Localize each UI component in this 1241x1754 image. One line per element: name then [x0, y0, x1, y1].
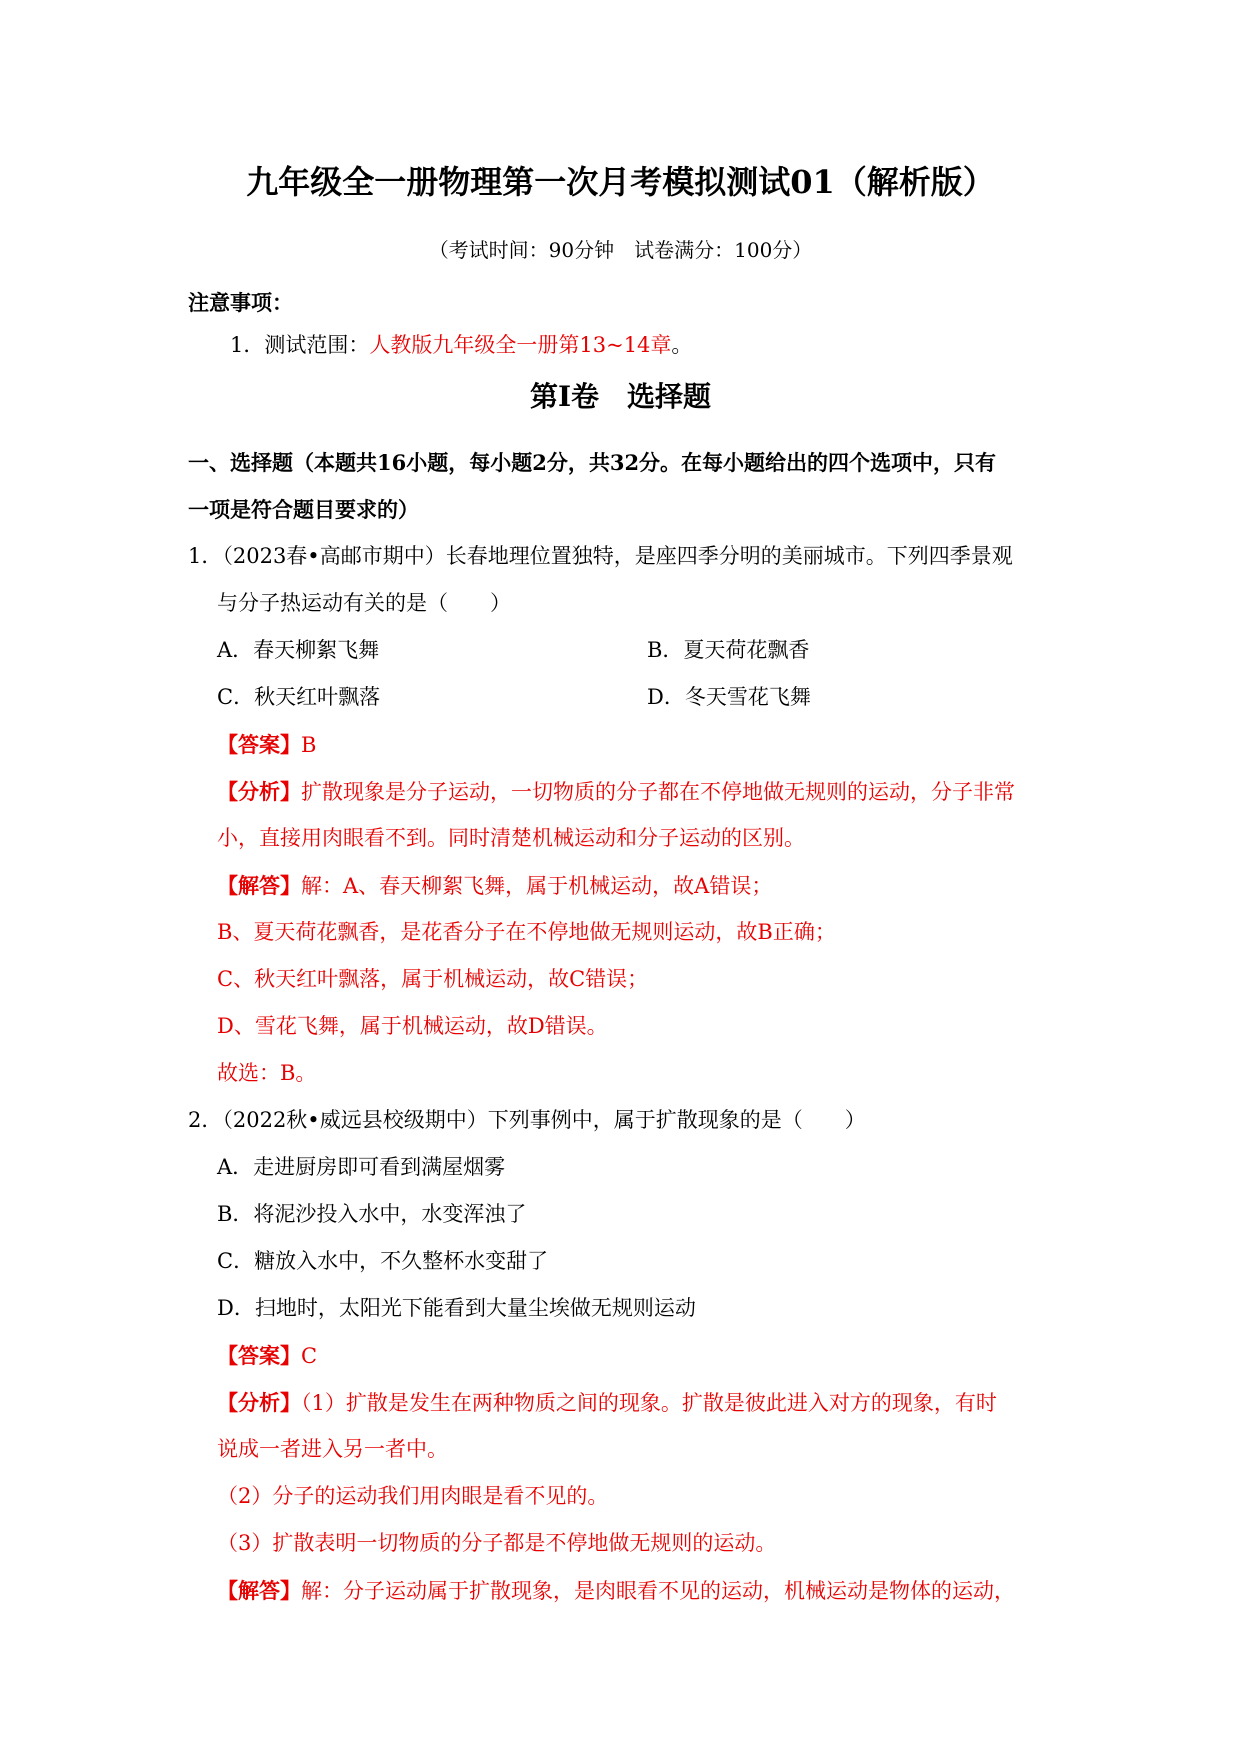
q1-option-b: B．夏天荷花飘香: [647, 638, 810, 662]
answer-tag: 【答案】: [217, 732, 301, 757]
page-title: 九年级全一册物理第一次月考模拟测试01（解析版）: [246, 163, 995, 201]
q2-analysis-line1: [217, 1390, 997, 1416]
q1-stem-line2: 与分子热运动有关的是（ ）: [217, 591, 511, 615]
analysis-text: 扩散现象是分子运动，一切物质的分子都在不停地做无规则的运动，分子非常: [301, 780, 1015, 804]
note-item-1: [230, 333, 692, 358]
section-title: 第Ⅰ卷 选择题: [529, 380, 712, 413]
q1-solution-line1: [217, 873, 772, 899]
analysis-tag: 【分析】: [217, 1390, 301, 1415]
notes-heading: 注意事项：: [188, 290, 293, 315]
solution-tag: 【解答】: [217, 1578, 301, 1603]
q2-option-a: A．走进厨房即可看到满屋烟雾: [217, 1155, 506, 1179]
solution-text: 解：A、春天柳絮飞舞，属于机械运动，故A错误；: [301, 874, 773, 898]
note-suffix: 。: [671, 333, 693, 357]
q2-stem: 2．（2022秋•威远县校级期中）下列事例中，属于扩散现象的是（ ）: [188, 1108, 866, 1132]
note-prefix: 1．测试范围：: [230, 333, 370, 357]
answer-tag: 【答案】: [217, 1343, 301, 1368]
q1-analysis-line1: [217, 779, 1015, 805]
q1-option-d: D．冬天雪花飞舞: [647, 685, 811, 709]
exam-info: （考试时间：90分钟 试卷满分：100分）: [428, 238, 813, 262]
q2-solution-line1: [217, 1578, 1015, 1604]
analysis-text: （1）扩散是发生在两种物质之间的现象。扩散是彼此进入对方的现象，有时: [301, 1391, 997, 1415]
note-range: 人教版九年级全一册第13~14章: [369, 333, 672, 357]
q1-answer: [217, 732, 316, 758]
answer-value: C: [301, 1344, 318, 1368]
q2-option-b: B．将泥沙投入水中，水变浑浊了: [217, 1202, 527, 1226]
answer-value: B: [301, 733, 317, 757]
solution-text: 解：分子运动属于扩散现象，是肉眼看不见的运动，机械运动是物体的运动，: [301, 1579, 1015, 1603]
q2-option-d: D．扫地时，太阳光下能看到大量尘埃做无规则运动: [217, 1296, 696, 1320]
q1-conclusion: 故选：B。: [217, 1061, 317, 1085]
q2-analysis-line2: 说成一者进入另一者中。: [217, 1437, 448, 1461]
q1-stem-line1: 1．（2023春•高邮市期中）长春地理位置独特，是座四季分明的美丽城市。下列四季景观: [188, 544, 1013, 568]
analysis-tag: 【分析】: [217, 779, 301, 804]
q2-answer: [217, 1343, 317, 1369]
q1-analysis-line2: 小，直接用肉眼看不到。同时清楚机械运动和分子运动的区别。: [217, 826, 805, 850]
q2-analysis-line3: （2）分子的运动我们用肉眼是看不见的。: [217, 1484, 609, 1508]
q2-analysis-line4: （3）扩散表明一切物质的分子都是不停地做无规则的运动。: [217, 1531, 777, 1555]
part-heading-line2: 一项是符合题目要求的）: [188, 497, 419, 522]
q1-solution-line3: C、秋天红叶飘落，属于机械运动，故C错误；: [217, 967, 649, 991]
q1-option-a: A．春天柳絮飞舞: [217, 638, 380, 662]
solution-tag: 【解答】: [217, 873, 301, 898]
q1-option-c: C．秋天红叶飘落: [217, 685, 381, 709]
q1-solution-line4: D、雪花飞舞，属于机械运动，故D错误。: [217, 1014, 608, 1038]
part-heading-line1: 一、选择题（本题共16小题，每小题2分，共32分。在每小题给出的四个选项中，只有: [188, 450, 997, 475]
q1-solution-line2: B、夏天荷花飘香，是花香分子在不停地做无规则运动，故B正确；: [217, 920, 836, 944]
q2-option-c: C．糖放入水中，不久整杯水变甜了: [217, 1249, 549, 1273]
